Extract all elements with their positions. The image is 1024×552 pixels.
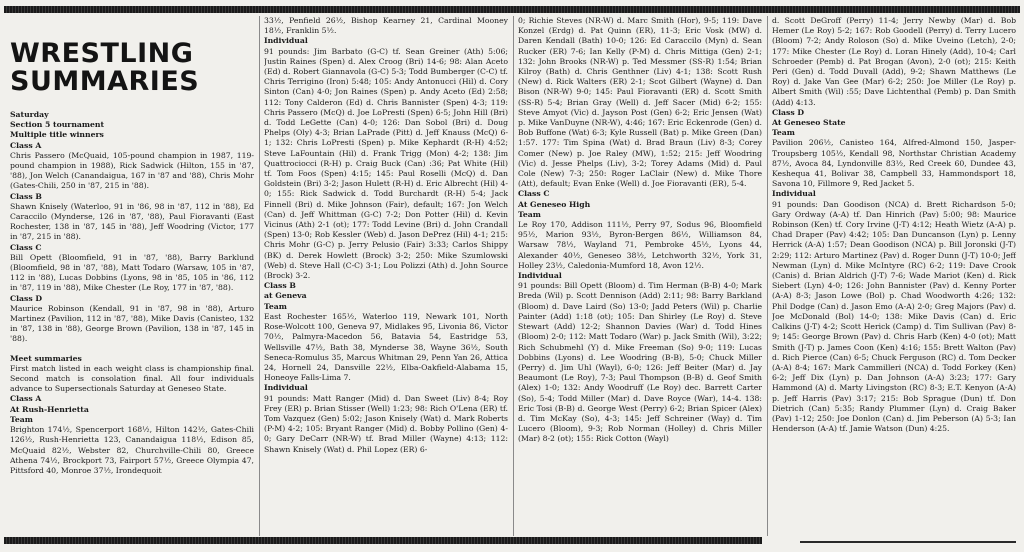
section-heading: Class C [518,189,550,199]
section-heading: Individual [264,383,308,393]
section-heading: Section 5 tournament [10,120,105,130]
bottom-rule [4,537,762,544]
section-heading: Class C [10,242,42,252]
masthead [10,40,254,96]
section-heading: at Geneva [264,291,307,301]
top-rule [4,6,1020,13]
column-2 [264,16,508,534]
section-heading: Individual [518,271,562,281]
section-heading: Class B [264,281,296,291]
section-heading: Team [10,414,33,424]
section-heading: Multiple title winners [10,130,104,140]
column-4 [772,16,1016,534]
section-heading: Class B [10,191,42,201]
column-divider [767,16,768,536]
body-paragraph: First match listed in each weight class is championship final. Second match is consolation final. All four individuals advance to Supersectionals Saturday at Geneseo State. [10,363,254,394]
section-gap [10,345,254,354]
section-heading: Team [264,301,287,311]
body-paragraph: Brighton 174½, Spencerport 168½, Hilton 142½, Gates-Chili 126½, Rush-Henrietta 123, Canandaigua 118½, Edison 85, McQuaid 82½, Webster 82, Churchville-Chili 80, Greece Athena 74½, Brockport 73, Fairport 57½, Greece Olympia 47, Pittsford 40, Monroe 37½, Irondequoit [10,425,254,475]
column-divider [259,16,260,536]
section-heading: At Geneseo High [518,199,591,209]
body-paragraph: 91 pounds: Jim Barbato (G-C) tf. Sean Greiner (Ath) 5:06; Justin Raines (Spen) d. Alex Croog (Bri) 14-6; 98: Alan Aceto (Ed) d. Robert Giannavola (G-C) 5-3; Todd Bumberger (C-C) tf. Chris Terrigino (Iron) 5:48; 105: Andy Antonucci (Hil) d. Cory Sinton (Can) 4-0; Jon Raines (Spen) p. Andy Aceto (Ed) 2:58; 112: Tony Calderon (Ed) d. Chris Bannister (Spen) 4-3; 119: Chris Passero (McQ) d. Joe LoPresti (Spen) 6-5; John Hill (Bri) d. Todd LeGette (Can) 4-0; 126: Dan Sobol (Bri) d. Doug Phelps (Oly) 4-3; Brian LaPrade (Pitt) d. Jeff Knauss (McQ) 6-1; 132: Chris LoPresti (Spen) p. Mike Kephardt (R-H) 4:52; Steve LaFountain (Hil) d. Frank Trigg (Mon) 4-2; 138: Jim Quattrociocci (R-H) p. Craig Buck (Can) :36; Pat White (Hil) tf. Tom Foos (Spen) 4:15; 145: Paul Roselli (McQ) d. Dan Goldstein (Bri) 3-2; Jason Hulett (R-H) d. Eric Albrecht (Hil) 4-0; 155: Rick Sadwick d. Todd Burchardt (R-H) 5-4; Jack Finnell (Bri) d. Mike Johnson (Fair), default; 167: Jon Welch (Can) d. Jeff Whittman (G-C) 7-2; Don Potter (Hil) d. Kevin Vicinus (Ath) 2-1 (ot); 177: Todd Levine (Bri) d. John Crandall (Spen) 13-0; Rob Kessler (Web) d. Jason DePrez (Hil) 4-1; 215: Chris Mohr (G-C) p. Jerry Pelusio (Fair) 3:33; Carlos Shippy (BK) d. Derek Howlett (Brock) 3-2; 250: Mike Szumlowski (Web) d. Steve Hall (C-C) 3-1; Lou Polizzi (Ath) d. John Source (Brock) 3-2. [264,46,508,281]
section-heading: At Rush-Henrietta [10,404,89,414]
section-heading: Individual [772,189,816,199]
body-paragraph: Chris Passero (McQuaid, 105-pound champion in 1987, 119-pound champion in 1988), Rick Sadwick (Hilton, 155 in '87, '88), Jon Welch (Canandaigua, 167 in '87 and '88), Chris Mohr (Gates-Chili, 250 in '87, 215 in '88). [10,150,254,191]
body-paragraph: d. Scott DeGroff (Perry) 11-4; Jerry Newby (Mar) d. Bob Hemer (Le Roy) 5-2; 167: Rob Goodell (Perry) d. Terry Lucero (Bloom) 7-2; Andy Roloson (So) d. Mike Uveino (Letch), 2-0; 177: Mike Chester (Le Roy) d. Loran Hinely (Add), 10-4; Carl Schroeder (Pemb) d. Pat Brogan (Avon), 2-0 (ot); 215: Keith Peri (Gen) d. Todd Duvall (Add), 9-2; Shawn Matthews (Le Roy) d. Jake Van Gee (Mar) 6-2; 250: Joe Miller (Le Roy) p. Albert Smith (Wil) :55; Dave Lichtenthal (Pemb) p. Dan Smith (Add) 4:13. [772,16,1016,107]
masthead-line-1: WRESTLING [10,38,194,69]
section-heading: At Geneseo State [772,118,846,128]
section-heading: Team [772,128,795,138]
section-heading: Team [518,209,541,219]
section-heading: Class A [10,394,42,404]
body-paragraph: 91 pounds: Dan Goodison (NCA) d. Brett Richardson 5-0; Gary Ordway (A-A) tf. Dan Hinrich (Pav) 5:00; 98: Maurice Robinson (Ken) tf. Cory Irvine (J-T) 4:12; Heath Wietz (A-A) p. Chad Draper (Pav) 4:42; 105: Dan Duncanson (Lyn) p. Lenny Herrick (A-A) 1:57; Dean Goodison (NCA) p. Bill Joronski (J-T) 2:29; 112: Arturo Martinez (Pav) d. Roger Dunn (J-T) 10-0; Jeff Newman (Lyn) d. Mike McIntyre (RC) 6-2; 119: Dave Crook (Canis) d. Brian Aldrich (J-T) 7-6; Wade Mariot (Ken) d. Rick Siebert (Lyn) 4-0; 126: John Bannister (Pav) d. Kenny Porter (A-A) 8-3; Jason Lowe (Bol) p. Chad Woodworth 4:26; 132: Phil Dodge (Can) d. Jason Emo (A-A) 2-0; Greg Majors (Pav) d. Joe McDonald (Bol) 14-0; 138: Mike Davis (Can) d. Eric Calkins (J-T) 4-2; Scott Herick (Camp) d. Tim Sullivan (Pav) 8-9; 145: George Brown (Pav) d. Chris Harb (Ken) 4-0 (ot); Matt Smith (J-T) p. James Coon (Ken) 4:16; 155: Brett Walton (Pav) d. Rich Pierce (Can) 6-5; Chuck Ferguson (RC) d. Tom Decker (A-A) 8-4; 167: Mark Cammilleri (NCA) d. Todd Forkey (Ken) 6-2; Jeff Dix (Lyn) p. Dan Johnson (A-A) 3:23; 177: Gary Hammond (A) d. Marty Livingston (RC) 8-3; E.T. Kenyon (A-A) p. Jeff Harris (Pav) 3:17; 215: Bob Sprague (Dun) tf. Don Dietrich (Can) 5:35; Randy Plummer (Lyn) d. Craig Baker (Pav) 1-12; 250: Joe Donlon (Can) d. Jim Peberson (A) 5-3; Ian Henderson (A-A) tf. Jamie Watson (Dun) 4:25. [772,199,1016,434]
body-paragraph: Bill Opett (Bloomfield, 91 in '87, '88), Barry Barklund (Bloomfield, 98 in '87, '88), Matt Todaro (Warsaw, 105 in '87, 112 in '88), Lucas Dobbins (Lyons, 98 in '85, 105 in '86, 112 in '87, 119 in '88), Mike Chester (Le Roy, 177 in '87, '88). [10,252,254,293]
body-paragraph: 91 pounds: Bill Opett (Bloom) d. Tim Herman (B-B) 4-0; Mark Breda (Wil) p. Scott Dennison (Add) 2:11; 98: Barry Barkland (Bloom) d. Dave Laird (So) 13-0; Jadd Peters (Wil) p. Charlie Painter (Add) 1:18 (ot); 105: Dan Shirley (Le Roy) d. Steve Stewart (Add) 12-2; Shannon Davies (War) d. Todd Hines (Bloom) 2-0; 112: Matt Todaro (War) p. Jack Smith (Wil), 3:22; Rich Schubmehl (Y) d. Mike Freeman (So) 9-0; 119: Lucas Dobbins (Lyons) d. Lee Woodring (B-B), 5-0; Chuck Miller (Perry) d. Jim Uhl (Wayl), 6-0; 126: Jeff Beiter (Mar) d. Jay Beaumont (Le Roy), 7-3; Paul Thompson (B-B) d. Geof Smith (Alex) 1-0; 132: Andy Woodruff (Le Roy) dec. Barrett Carter (So), 5-4; Todd Miller (Mar) d. Dave Royce (War), 14-4. 138: Eric Tosi (B-B) d. George West (Perry) 6-2; Brian Spicer (Alex) d. Tim McKay (So), 4-3; 145: Jeff Schreiner (Way) d. Tim Lucero (Bloom), 9-3; Rob Norman (Holley) d. Chris Miller (Mar) 8-2 (ot); 155: Rick Cotton (Wayl) [518,281,762,444]
column-1 [10,16,254,534]
column-divider [513,16,514,536]
body-paragraph: East Rochester 165½, Waterloo 119, Newark 101, North Rose-Wolcott 100, Geneva 97, Midlakes 95, Livonia 86, Victor 70½, Palmyra-Macedon 56, Batavia 54, Eastridge 53, Wellsville 47½, Bath 38, Mynderse 38, Wayne 36½, South Seneca-Romulus 35, Marcus Whitman 29, Penn Yan 26, Attica 24, Hornell 24, Dansville 22½, Elba-Oakfield-Alabama 15, Honeoye Falls-Lima 7. [264,311,508,383]
section-heading: Class D [772,107,805,117]
masthead-line-2: SUMMARIES [10,66,200,97]
body-paragraph: Le Roy 170, Addison 111½, Perry 97, Sodus 96, Bloomfield 95½, Marion 93½, Byron-Bergen 86½, Williamson 84, Warsaw 78½, Wayland 71, Pembroke 45½, Lyons 44, Alexander 40½, Geneseo 38½, Letchworth 32½, York 31, Holley 23½, Caledonia-Mumford 18, Avon 12½. [518,220,762,270]
body-paragraph: Shawn Knisely (Waterloo, 91 in '86, 98 in '87, 112 in '88), Ed Caraccilo (Mynderse, 126 in '87, '88), Paul Fioravanti (East Rochester, 138 in '87, 145 in '88), Jeff Woodring (Victor, 177 in '87, 215 in '88). [10,201,254,242]
body-paragraph: Pavilion 206½, Canisteo 164, Alfred-Almond 150, Jasper-Troupsberg 105½, Kendall 98, Northstar Christian Academy 87½, Avoca 84, Lyndonville 83½, Red Creek 60, Dundee 43, Keshequa 41, Bolivar 38, Campbell 33, Hammondsport 18, Savona 10, Fillmore 9, Red Jacket 5. [772,138,1016,189]
section-heading: Saturday [10,110,49,119]
section-heading: Class A [10,140,42,150]
column-3 [518,16,762,534]
body-paragraph: Maurice Robinson (Kendall, 91 in '87, 98 in '88), Arturo Martinez (Pavilion, 112 in '87, '88), Mike Davis (Canisteo, 132 in '87, 138 in '88), George Brown (Pavilion, 138 in '87, 145 in '88). [10,303,254,344]
body-paragraph: 91 pounds: Matt Ranger (Mid) d. Dan Sweet (Liv) 8-4; Roy Frey (ER) p. Brian Stisser (Well) 1:23; 98: Rich O'Lena (ER) tf. Tom Vazquez (Gen) 5:02; Jason Knisely (Wat) d. Mark Roberts (P-M) 4-2; 105: Bryant Ranger (Mid) d. Bobby Pollino (Gen) 4-0; Gary DeCarr (NR-W) tf. Brad Miller (Wayne) 4:13; 112: Shawn Knisely (Wat) d. Phil Lopez (ER) 6- [264,393,508,454]
body-paragraph: 0; Richie Steves (NR-W) d. Marc Smith (Hor), 9-5; 119: Dave Konzel (Erdg) d. Pat Quinn (ER), 11-3; Eric Vosk (MW) d. Daren Kendall (Bath) 10-0; 126: Ed Caraccilo (Myn) d. Sean Rucker (ER) 7-6; Ian Kelly (P-M) d. Chris Mittiga (Gen) 2-1; 132: John Brooks (NR-W) p. Ted Messmer (SS-R) 1:54; Brian Kilroy (Bath) d. Chris Genthner (Liv) 4-1; 138: Scott Rush (New) d. Rick Walters (ER) 2-1; Scot Gilbert (Wayne) d. Dan Bison (NR-W) 9-0; 145: Paul Fioravanti (ER) d. Scott Smith (SS-R) 5-4; Brian Gray (Well) d. Jeff Sacer (Mid) 6-2; 155: Steve Amyot (Vic) d. Jayson Post (Gen) 6-2; Eric Jensen (Wat) p. Mike VanDuyne (NR-W), 4:46; 167: Eric Eckenrode (Gen) d. Bob Buffone (Wat) 6-3; Kyle Russell (Bat) p. Mike Green (Dan) 1:57. 177: Tim Spina (Wat) d. Brad Braun (Liv) 8-3; Corey Comer (New) p. Joe Raley (MW), 1:52; 215: Jeff Woodring (Vic) d. Jesse Phelps (Liv), 3-2; Torey Adams (Mid) d. Paul Cole (New) 7-3; 250: Roger LaClair (New) d. Mike Thore (Att), default; Evan Enke (Well) d. Joe Fioravanti (ER), 5-4. [518,16,762,189]
section-heading: Individual [264,36,308,46]
body-paragraph: 33½, Penfield 26½, Bishop Kearney 21, Cardinal Mooney 18½, Franklin 5½. [264,16,508,36]
section-heading: Class D [10,293,43,303]
section-heading: Meet summaries [10,353,82,363]
bottom-rule-short [800,541,1016,543]
